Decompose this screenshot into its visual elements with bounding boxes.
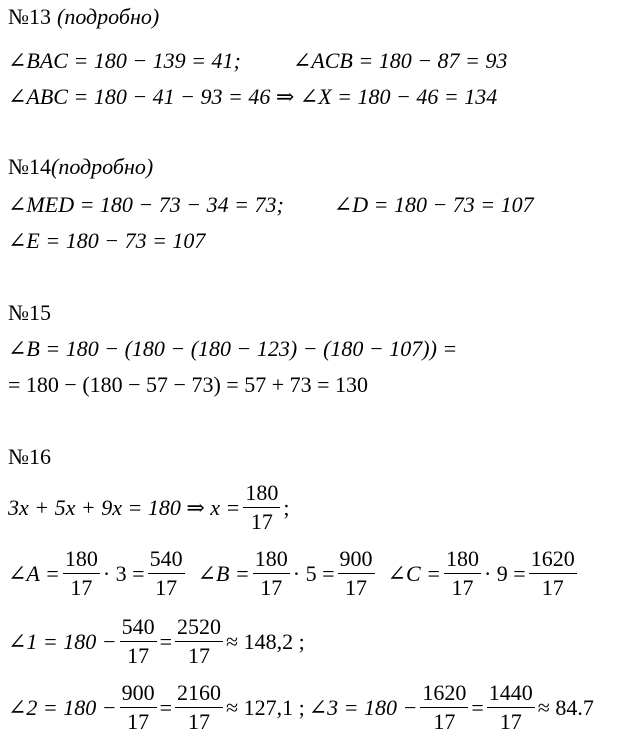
angle-bac-equation: ∠BAC = 180 − 139 = 41; bbox=[8, 48, 241, 73]
problem-14-note: (подробно) bbox=[51, 154, 154, 179]
problem-16-title: №16 bbox=[8, 444, 51, 469]
x-fraction: $\frac{180}{17}$ bbox=[245, 480, 279, 534]
angle-acb-equation: ∠ACB = 180 − 87 = 93 bbox=[292, 48, 508, 73]
angle-med-equation: ∠MED = 180 − 73 − 34 = 73; bbox=[8, 192, 284, 217]
angle-b-fraction: $\frac{180}{17}$ bbox=[254, 546, 288, 600]
sum-equation: 3x + 5x + 9x = 180 ⇒ x = bbox=[8, 494, 241, 520]
angle-a-fraction: $\frac{180}{17}$ bbox=[64, 546, 98, 600]
angle-3-result: $\frac{1440}{17}$ bbox=[488, 680, 533, 734]
problem-14-number: №14 bbox=[8, 154, 51, 179]
angle-1-equation: ∠1 = 180 − $\frac{540}{17}$ = $\frac{2520}{17}$ ≈ 148,2 ; bbox=[8, 614, 305, 668]
problem-14-line-1 bbox=[8, 194, 534, 216]
problem-16-line-1: 3x + 5x + 9x = 180 ⇒ x = $\frac{180}{17}$ ; bbox=[8, 480, 290, 534]
problem-14-title bbox=[8, 156, 153, 178]
problem-13-number: №13 bbox=[8, 4, 51, 29]
problem-14-line-2: ∠E = 180 − 73 = 107 bbox=[8, 228, 206, 253]
angle-c-label: ∠C = bbox=[387, 560, 441, 586]
problem-15-line-2: = 180 − (180 − 57 − 73) = 57 + 73 = 130 bbox=[8, 372, 369, 397]
angle-d-equation: ∠D = 180 − 73 = 107 bbox=[333, 192, 534, 217]
angle-3-fraction: $\frac{1620}{17}$ bbox=[422, 680, 467, 734]
problem-13-note: (подробно) bbox=[57, 4, 160, 29]
angle-2-fraction: $\frac{900}{17}$ bbox=[121, 680, 155, 734]
angles-2-3-equation: ∠2 = 180 − $\frac{900}{17}$ = $\frac{2160}{17}$ ≈ 127,1 ; ∠3 = 180 − $\frac{1620}{17}$ = $\frac{1440}{17}$ ≈ 84.7 bbox=[8, 680, 594, 734]
angle-a-result: $\frac{540}{17}$ bbox=[149, 546, 183, 600]
angle-b-label: ∠B = bbox=[197, 560, 250, 586]
angle-2-result: $\frac{2160}{17}$ bbox=[177, 680, 222, 734]
problem-13-line-1 bbox=[8, 50, 507, 72]
angle-1-fraction: $\frac{540}{17}$ bbox=[121, 614, 155, 668]
angle-b-result: $\frac{900}{17}$ bbox=[339, 546, 373, 600]
angle-1-result: $\frac{2520}{17}$ bbox=[177, 614, 222, 668]
angle-a-label: ∠A = bbox=[8, 560, 60, 586]
angle-c-result: $\frac{1620}{17}$ bbox=[530, 546, 575, 600]
problem-15-title: №15 bbox=[8, 300, 51, 325]
problem-15-line-1: ∠B = 180 − (180 − (180 − 123) − (180 − 107)) = bbox=[8, 336, 458, 361]
problem-16-angles: ∠A = $\frac{180}{17}$ · 3 = $\frac{540}{17}$ ∠B = $\frac{180}{17}$ · 5 = $\frac{900}{17}$ ∠C = $\frac{180}{17}$ · 9 = $\frac{1620}{17}$ bbox=[8, 546, 575, 600]
problem-13-line-2: ∠ABC = 180 − 41 − 93 = 46 ⇒ ∠X = 180 − 46 = 134 bbox=[8, 84, 498, 109]
angle-c-fraction: $\frac{180}{17}$ bbox=[445, 546, 479, 600]
problem-13-title bbox=[8, 6, 159, 28]
